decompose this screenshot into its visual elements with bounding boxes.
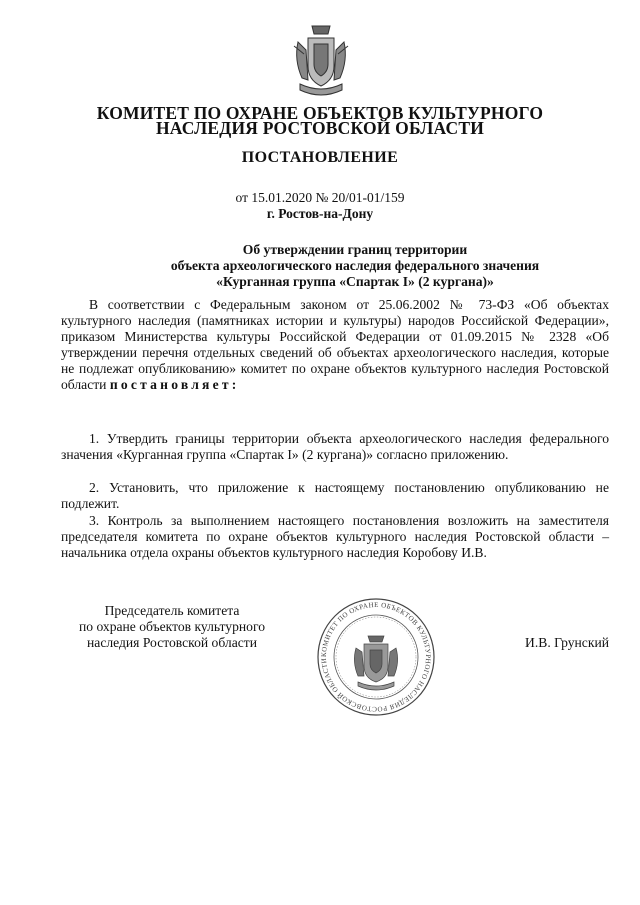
seal-text: КОМИТЕТ ПО ОХРАНЕ ОБЪЕКТОВ КУЛЬТУРНОГО НАСЛЕДИЯ РОСТОВСКОЙ ОБЛАСТИ	[319, 600, 433, 714]
subject-line2: объекта археологического наследия федерального значения	[170, 258, 540, 273]
official-seal-icon	[314, 596, 438, 718]
document-city: г. Ростов-на-Дону	[266, 206, 374, 221]
organization-name-line2: НАСЛЕДИЯ РОСТОВСКОЙ ОБЛАСТИ	[155, 118, 485, 138]
subject-line1: Об утверждении границ территории	[242, 242, 468, 257]
signer-name: И.В. Грунский	[525, 635, 609, 650]
document-date-number: от 15.01.2020 № 20/01-01/159	[235, 190, 405, 205]
item-3: 3. Контроль за выполнением настоящего постановления возложить на заместителя председателя комитета по охране объектов культурного наследия Ростовской области – начальника отдела охраны объектов культурного наследия Коробову И.В.	[61, 513, 609, 561]
signer-position-line1: Председатель комитета	[104, 603, 240, 618]
organization-name-line1: КОМИТЕТ ПО ОХРАНЕ ОБЪЕКТОВ КУЛЬТУРНОГО	[96, 103, 544, 123]
subject-line3: «Курганная группа «Спартак I» (2 кургана)»	[216, 274, 494, 289]
signer-position-line3: наследия Ростовской области	[87, 635, 257, 650]
item-2: 2. Установить, что приложение к настоящему постановлению опубликованию не подлежит.	[61, 480, 609, 512]
item-1: 1. Утвердить границы территории объекта археологического наследия федерального значения «Курганная группа «Спартак I» (2 кургана)» согласно приложению.	[61, 431, 609, 463]
document-type: ПОСТАНОВЛЕНИЕ	[241, 149, 399, 166]
signer-position-line2: по охране объектов культурного	[78, 619, 266, 634]
resolves-word: постановляет:	[109, 377, 240, 393]
coat-of-arms-icon	[292, 20, 350, 100]
preamble-paragraph	[61, 297, 609, 394]
preamble-text: В соответствии с Федеральным законом от 25.06.2002 № 73-ФЗ «Об объектах культурного наследия (памятниках истории и культуры) народов Российской Федерации», приказом Министерства культуры Российской Федерации от 01.09.2015 № 2328 «Об утверждении перечня отдельных сведений об объектах археологического наследия, которые не подлежат опубликованию» комитет по охране объектов культурного наследия Ростовской области	[61, 297, 609, 393]
